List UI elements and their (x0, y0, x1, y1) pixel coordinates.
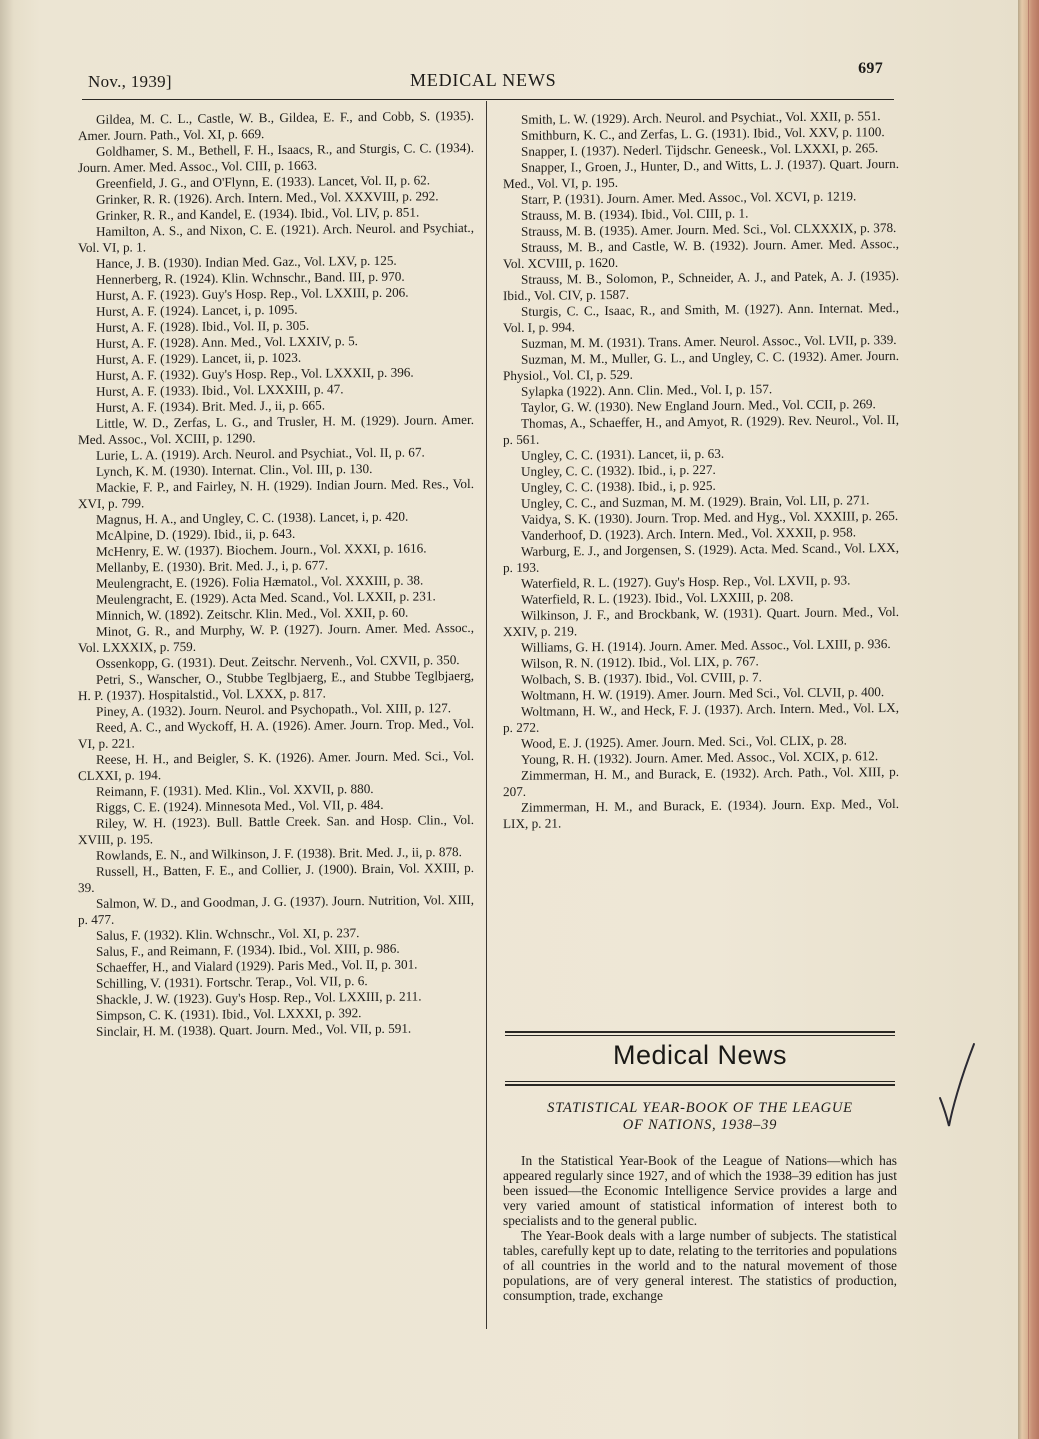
right-reference-column (503, 110, 899, 1010)
section-title: Medical News (612, 1040, 788, 1070)
column-divider (486, 101, 487, 1329)
reference-entry: Shackle, J. W. (1923). Guy's Hosp. Rep., Vol. LXXIII, p. 211. (96, 988, 422, 1007)
reference-entry: Ungley, C. C. (1931). Lancet, ii, p. 63. (521, 445, 725, 463)
reference-entry: Salmon, W. D., and Goodman, J. G. (1937). Journ. Nutrition, Vol. XIII, p. 477. (78, 891, 474, 928)
reference-entry: Thomas, A., Schaeffer, H., and Amyot, R. (1929). Rev. Neurol., Vol. II, p. 561. (503, 411, 899, 448)
reference-entry: Smithburn, K. C., and Zerfas, L. G. (1931). Ibid., Vol. XXV, p. 1100. (521, 124, 885, 143)
reference-entry: Simpson, C. K. (1931). Ibid., Vol. LXXXI, p. 392. (96, 1005, 362, 1023)
reference-entry: Strauss, M. B. (1935). Amer. Journ. Med. Sci., Vol. CLXXXIX, p. 378. (521, 219, 897, 239)
page-number: 697 (858, 60, 883, 77)
reference-entry: Hurst, A. F. (1933). Ibid., Vol. LXXXIII, p. 47. (96, 381, 344, 399)
reference-entry: Hurst, A. F. (1928). Ann. Med., Vol. LXXIV, p. 5. (96, 333, 358, 351)
reference-entry: Smith, L. W. (1929). Arch. Neurol. and Psychiat., Vol. XXII, p. 551. (521, 108, 881, 127)
section-rule-top-thin (505, 1035, 895, 1036)
section-rule-bottom-thin (505, 1081, 895, 1082)
reference-entry: Wilkinson, J. F., and Brockbank, W. (1931). Quart. Journ. Med., Vol. XXIV, p. 219. (503, 603, 899, 640)
reference-entry: Woltmann, H. W. (1919). Amer. Journ. Med Sci., Vol. CLVII, p. 400. (521, 684, 885, 703)
reference-entry: Salus, F., and Reimann, F. (1934). Ibid., Vol. XIII, p. 986. (96, 940, 400, 959)
reference-entry: Snapper, I., Groen, J., Hunter, D., and Witts, L. J. (1937). Quart. Journ. Med., Vol. VI, p. 195. (503, 155, 899, 192)
reference-entry: Piney, A. (1932). Journ. Neurol. and Psychopath., Vol. XIII, p. 127. (96, 700, 452, 719)
reference-entry: Hurst, A. F. (1929). Lancet, ii, p. 1023. (96, 349, 302, 367)
article-paragraph-2: The Year-Book deals with a large number of subjects. The statistical tables, carefully kept up to date, relating to the territories and populations of all countries in the world and to the natural movement of those populations, are of very general interest. The statistics of production, consumption, trade, exchange (503, 1228, 897, 1303)
reference-entry: Snapper, I. (1937). Nederl. Tijdschr. Geneesk., Vol. LXXXI, p. 265. (521, 140, 879, 159)
reference-entry: Meulengracht, E. (1926). Folia Hæmatol., Vol. XXXIII, p. 38. (96, 572, 424, 591)
reference-entry: Minnich, W. (1892). Zeitschr. Klin. Med., Vol. XXII, p. 60. (96, 604, 409, 623)
reference-entry: Ossenkopp, G. (1931). Deut. Zeitschr. Nervenh., Vol. CXVII, p. 350. (96, 652, 460, 671)
reference-entry: Riggs, C. E. (1924). Minnesota Med., Vol. VII, p. 484. (96, 796, 384, 815)
reference-entry: Meulengracht, E. (1929). Acta Med. Scand., Vol. LXXII, p. 231. (96, 588, 436, 607)
article-heading (505, 1100, 895, 1134)
reference-entry: Greenfield, J. G., and O'Flynn, E. (1933). Lancet, Vol. II, p. 62. (96, 172, 431, 191)
reference-entry: Grinker, R. R. (1926). Arch. Intern. Med., Vol. XXXVIII, p. 292. (96, 188, 439, 207)
reference-entry: Goldhamer, S. M., Bethell, F. H., Isaacs, R., and Sturgis, C. C. (1934). Journ. Amer. Med. Assoc., Vol. CIII, p. 1663. (78, 139, 474, 176)
reference-entry: Strauss, M. B., Solomon, P., Schneider, A. J., and Patek, A. J. (1935). Ibid., Vol. CIV, p. 1587. (503, 267, 899, 304)
reference-entry: Gildea, M. C. L., Castle, W. B., Gildea, E. F., and Cobb, S. (1935). Amer. Journ. Path., Vol. XI, p. 669. (78, 107, 474, 144)
reference-entry: Ungley, C. C. (1938). Ibid., i, p. 925. (521, 477, 716, 495)
reference-entry: Ungley, C. C., and Suzman, M. M. (1929). Brain, Vol. LII, p. 271. (521, 492, 870, 511)
reference-entry: Hance, J. B. (1930). Indian Med. Gaz., Vol. LXV, p. 125. (96, 252, 397, 271)
reference-entry: Zimmerman, H. M., and Burack, E. (1932). Arch. Path., Vol. XIII, p. 207. (503, 763, 899, 800)
section-rule-bottom (505, 1084, 895, 1086)
reference-entry: Grinker, R. R., and Kandel, E. (1934). Ibid., Vol. LIV, p. 851. (96, 204, 420, 223)
reference-entry: Hennerberg, R. (1924). Klin. Wchnschr., Band. III, p. 970. (96, 268, 405, 287)
reference-entry: Starr, P. (1931). Journ. Amer. Med. Assoc., Vol. XCVI, p. 1219. (521, 188, 857, 207)
article-heading-line-1: STATISTICAL YEAR-BOOK OF THE LEAGUE (547, 1100, 853, 1116)
reference-entry: Strauss, M. B., and Castle, W. B. (1932). Journ. Amer. Med. Assoc., Vol. XCVIII, p. 1620. (503, 235, 899, 272)
left-reference-column (78, 107, 474, 1330)
reference-entry: Magnus, H. A., and Ungley, C. C. (1938). Lancet, i, p. 420. (96, 508, 409, 527)
article-heading-line-2: OF NATIONS, 1938–39 (622, 1117, 778, 1133)
reference-entry: Sturgis, C. C., Isaac, R., and Smith, M. (1927). Ann. Internat. Med., Vol. I, p. 994. (503, 299, 899, 336)
reference-entry: Wilson, R. N. (1912). Ibid., Vol. LIX, p. 767. (521, 653, 759, 671)
header-rule (82, 99, 894, 100)
article-paragraph-1: In the Statistical Year-Book of the League of Nations—which has appeared regularly since 1927, and of which the 1938–39 edition has just been issued—the Economic Intelligence Service provides a large and very varied amount of statistical information of interest both to specialists and to the general public. (503, 1153, 897, 1228)
reference-entry: Mellanby, E. (1930). Brit. Med. J., i, p. 677. (96, 557, 329, 575)
section-rule-top (505, 1031, 895, 1033)
reference-entry: Mackie, F. P., and Fairley, N. H. (1929). Indian Journ. Med. Res., Vol. XVI, p. 799. (78, 475, 474, 512)
reference-entry: Suzman, M. M. (1931). Trans. Amer. Neurol. Assoc., Vol. LVII, p. 339. (521, 331, 897, 351)
reference-entry: Hamilton, A. S., and Nixon, C. E. (1921). Arch. Neurol. and Psychiat., Vol. VI, p. 1. (78, 219, 474, 256)
reference-entry: Hurst, A. F. (1928). Ibid., Vol. II, p. 305. (96, 317, 310, 335)
running-head (88, 60, 883, 92)
reference-entry: Ungley, C. C. (1932). Ibid., i, p. 227. (521, 461, 716, 479)
reference-entry: Lynch, K. M. (1930). Internat. Clin., Vol. III, p. 130. (96, 460, 373, 479)
issue-date: Nov., 1939] (88, 72, 172, 91)
handwritten-check-mark (938, 1040, 978, 1130)
reference-entry: Vaidya, S. K. (1930). Journ. Trop. Med. and Hyg., Vol. XXXIII, p. 265. (521, 507, 899, 527)
page-edge-line (1028, 0, 1029, 1439)
reference-entry: Young, R. H. (1932). Journ. Amer. Med. Assoc., Vol. XCIX, p. 612. (521, 748, 879, 767)
reference-entry: Hurst, A. F. (1924). Lancet, i, p. 1095. (96, 301, 298, 319)
reference-entry: Zimmerman, H. M., and Burack, E. (1934). Journ. Exp. Med., Vol. LIX, p. 21. (503, 795, 899, 832)
reference-entry: Petri, S., Wanscher, O., Stubbe Teglbjaerg, E., and Stubbe Teglbjaerg, H. P. (1937). Hospitalstid., Vol. LXXX, p. 817. (78, 667, 474, 704)
reference-entry: Schilling, V. (1931). Fortschr. Terap., Vol. VII, p. 6. (96, 973, 368, 991)
reference-entry: Waterfield, R. L. (1927). Guy's Hosp. Rep., Vol. LXVII, p. 93. (521, 572, 851, 591)
reference-entry: Minot, G. R., and Murphy, W. P. (1927). Journ. Amer. Med. Assoc., Vol. LXXXIX, p. 759. (78, 619, 474, 656)
reference-entry: Lurie, L. A. (1919). Arch. Neurol. and Psychiat., Vol. II, p. 67. (96, 444, 425, 463)
reference-entry: Hurst, A. F. (1923). Guy's Hosp. Rep., Vol. LXXIII, p. 206. (96, 284, 409, 303)
reference-entry: Reed, A. C., and Wyckoff, H. A. (1926). Amer. Journ. Trop. Med., Vol. VI, p. 221. (78, 715, 474, 752)
reference-entry: Waterfield, R. L. (1923). Ibid., Vol. LXXIII, p. 208. (521, 589, 794, 607)
reference-entry: Russell, H., Batten, F. E., and Collier, J. (1900). Brain, Vol. XXIII, p. 39. (78, 859, 474, 896)
reference-entry: Rowlands, E. N., and Wilkinson, J. F. (1938). Brit. Med. J., ii, p. 878. (96, 844, 462, 863)
reference-entry: Hurst, A. F. (1932). Guy's Hosp. Rep., Vol. LXXXII, p. 396. (96, 364, 414, 383)
reference-entry: Reese, H. H., and Beigler, S. K. (1926). Amer. Journ. Med. Sci., Vol. CLXXI, p. 194. (78, 747, 474, 784)
journal-title: MEDICAL NEWS (410, 70, 557, 90)
reference-entry: Wolbach, S. B. (1937). Ibid., Vol. CVIII, p. 7. (521, 669, 762, 687)
reference-entry: Suzman, M. M., Muller, G. L., and Ungley, C. C. (1932). Amer. Journ. Physiol., Vol. CI, p. 529. (503, 347, 899, 384)
reference-entry: Little, W. D., Zerfas, L. G., and Trusler, H. M. (1929). Journ. Amer. Med. Assoc., Vol. XCIII, p. 1290. (78, 411, 474, 448)
reference-entry: Sylapka (1922). Ann. Clin. Med., Vol. I, p. 157. (521, 381, 773, 399)
reference-entry: Hurst, A. F. (1934). Brit. Med. J., ii, p. 665. (96, 397, 325, 415)
reference-entry: Sinclair, H. M. (1938). Quart. Journ. Med., Vol. VII, p. 591. (96, 1020, 412, 1039)
reference-entry: Vanderhoof, D. (1923). Arch. Intern. Med., Vol. XXXII, p. 958. (521, 524, 857, 543)
reference-entry: Schaeffer, H., and Vialard (1929). Paris Med., Vol. II, p. 301. (96, 956, 418, 975)
reference-entry: Salus, F. (1932). Klin. Wchnschr., Vol. XI, p. 237. (96, 925, 360, 943)
reference-entry: Reimann, F. (1931). Med. Klin., Vol. XXVII, p. 880. (96, 780, 374, 799)
reference-entry: McAlpine, D. (1929). Ibid., ii, p. 643. (96, 525, 296, 543)
reference-entry: Woltmann, H. W., and Heck, F. J. (1937). Arch. Intern. Med., Vol. LX, p. 272. (503, 699, 899, 736)
reference-entry: Riley, W. H. (1923). Bull. Battle Creek. San. and Hosp. Clin., Vol. XVIII, p. 195. (78, 811, 474, 848)
reference-entry: Warburg, E. J., and Jorgensen, S. (1929). Acta. Med. Scand., Vol. LXX, p. 193. (503, 539, 899, 576)
reference-entry: McHenry, E. W. (1937). Biochem. Journ., Vol. XXXI, p. 1616. (96, 540, 427, 559)
reference-entry: Williams, G. H. (1914). Journ. Amer. Med. Assoc., Vol. LXIII, p. 936. (521, 636, 891, 655)
reference-entry: Strauss, M. B. (1934). Ibid., Vol. CIII, p. 1. (521, 205, 749, 223)
reference-entry: Wood, E. J. (1925). Amer. Journ. Med. Sci., Vol. CLIX, p. 28. (521, 732, 847, 751)
article-body (503, 1153, 897, 1303)
reference-entry: Taylor, G. W. (1930). New England Journ. Med., Vol. CCII, p. 269. (521, 396, 876, 415)
